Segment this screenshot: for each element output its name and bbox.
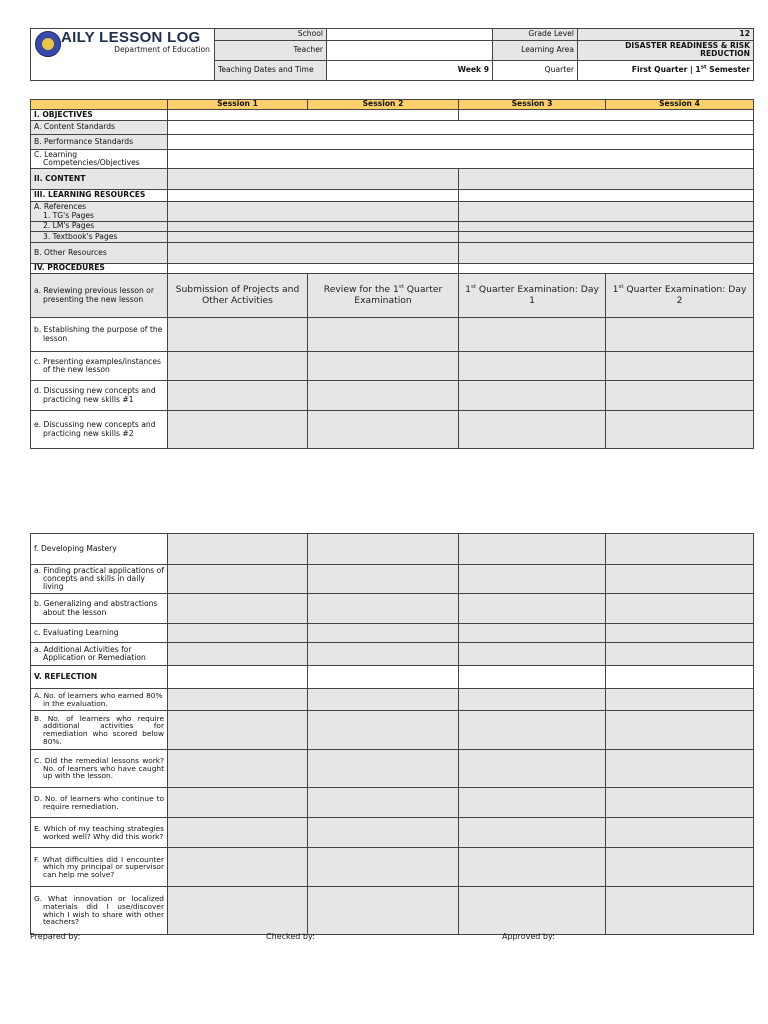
examples-cell-1[interactable] [168,352,308,381]
reflection-b-cell-4[interactable] [606,711,754,750]
reflection-g-cell-1[interactable] [168,887,308,935]
purpose-cell-1[interactable] [168,318,308,352]
area-label: Learning Area [493,40,578,60]
reflection-b-cell-2[interactable] [308,711,459,750]
mastery-cell-1[interactable] [168,534,308,565]
performance-standards-label: B. Performance Standards [31,135,168,150]
reflection-a-label: A. No. of learners who earned 80% in the evaluation. [31,689,168,711]
prepared-by-label: Prepared by: [30,932,81,941]
reflection-c-cell-3[interactable] [459,750,606,788]
reflection-e-cell-4[interactable] [606,818,754,848]
applications-cell-1[interactable] [168,565,308,594]
session-1-header: Session 1 [168,100,308,110]
content-field-b[interactable] [459,169,754,190]
reflection-b-cell-1[interactable] [168,711,308,750]
grade-value[interactable]: 12 [578,29,754,41]
additional-cell-2[interactable] [308,643,459,666]
concepts2-cell-4[interactable] [606,411,754,449]
additional-cell-4[interactable] [606,643,754,666]
lm-pages-label: 2. LM's Pages [31,222,168,232]
evaluating-cell-4[interactable] [606,624,754,643]
additional-activities-label: a. Additional Activities for Application or Remediation [31,643,168,666]
procedures-title: IV. PROCEDURES [31,264,168,274]
examples-cell-4[interactable] [606,352,754,381]
mastery-cell-4[interactable] [606,534,754,565]
reflection-d-cell-3[interactable] [459,788,606,818]
school-field[interactable] [327,29,493,41]
evaluating-learning-label: c. Evaluating Learning [31,624,168,643]
concepts2-cell-1[interactable] [168,411,308,449]
reflection-a-cell-4[interactable] [606,689,754,711]
content-title: II. CONTENT [31,169,168,190]
reflection-e-cell-2[interactable] [308,818,459,848]
area-value[interactable]: DISASTER READINESS & RISK REDUCTION [578,40,754,60]
tg-pages-field-a[interactable] [168,202,459,222]
reviewing-lesson-label: a. Reviewing previous lesson or presenting the new lesson [31,274,168,318]
lesson-table-page1 [30,99,754,449]
teacher-field[interactable] [327,40,493,60]
evaluating-cell-2[interactable] [308,624,459,643]
new-concepts-2-label: e. Discussing new concepts and practicing new skills #2 [31,411,168,449]
session-2-review-cell[interactable]: Review for the 1st Quarter Examination [308,274,459,318]
reflection-g-cell-2[interactable] [308,887,459,935]
reflection-g-cell-4[interactable] [606,887,754,935]
new-concepts-1-label: d. Discussing new concepts and practicing new skills #1 [31,381,168,411]
additional-cell-3[interactable] [459,643,606,666]
grade-label: Grade Level [493,29,578,41]
reflection-e-label: E. Which of my teaching strategies worked well? Why did this work? [31,818,168,848]
school-label: School [215,29,327,41]
resources-title: III. LEARNING RESOURCES [31,190,168,202]
performance-standards-field[interactable] [168,135,754,150]
dates-label: Teaching Dates and Time [215,60,327,80]
reflection-d-cell-2[interactable] [308,788,459,818]
checked-by-label: Checked by: [266,932,315,941]
textbook-pages-label: 3. Textbook's Pages [31,232,168,243]
department-label: Department of Education [114,45,210,54]
generalizing-cell-2[interactable] [308,594,459,624]
lm-pages-field-b[interactable] [459,222,754,232]
approved-by-label: Approved by: [502,932,555,941]
lesson-table-page2 [30,533,754,935]
session-4-header: Session 4 [606,100,754,110]
purpose-cell-2[interactable] [308,318,459,352]
brand-title: AILY LESSON LOG [61,29,201,46]
generalizing-cell-1[interactable] [168,594,308,624]
competencies-field[interactable] [168,150,754,169]
reflection-f-cell-4[interactable] [606,848,754,887]
teacher-label: Teacher [215,40,327,60]
content-standards-field[interactable] [168,121,754,135]
reflection-title: V. REFLECTION [31,666,168,689]
session-3-review-cell[interactable]: 1st Quarter Examination: Day 1 [459,274,606,318]
reflection-d-label: D. No. of learners who continue to require remediation. [31,788,168,818]
header-table [30,28,754,81]
logo-block [31,29,215,81]
mastery-cell-2[interactable] [308,534,459,565]
reflection-c-cell-4[interactable] [606,750,754,788]
textbook-pages-field-b[interactable] [459,232,754,243]
generalizing-label: b. Generalizing and abstractions about the lesson [31,594,168,624]
references-label: A. References 1. TG's Pages [31,202,168,222]
reflection-d-cell-1[interactable] [168,788,308,818]
deped-seal-icon [35,31,61,57]
applications-cell-3[interactable] [459,565,606,594]
tg-pages-field-b[interactable] [459,202,754,222]
other-resources-field-b[interactable] [459,243,754,264]
content-standards-label: A. Content Standards [31,121,168,135]
concepts2-cell-2[interactable] [308,411,459,449]
content-field-a[interactable] [168,169,459,190]
reflection-e-cell-3[interactable] [459,818,606,848]
reflection-b-label: B. No. of learners who require additional activities for remediation who scored below 80%. [31,711,168,750]
session-4-review-cell[interactable]: 1st Quarter Examination: Day 2 [606,274,754,318]
objectives-title: I. OBJECTIVES [31,110,168,121]
applications-cell-4[interactable] [606,565,754,594]
reflection-g-cell-3[interactable] [459,887,606,935]
concepts1-cell-2[interactable] [308,381,459,411]
competencies-label: C. Learning Competencies/Objectives [31,150,168,169]
examples-cell-2[interactable] [308,352,459,381]
quarter-label: Quarter [493,60,578,80]
concepts2-cell-3[interactable] [459,411,606,449]
reflection-f-cell-1[interactable] [168,848,308,887]
reflection-a-cell-3[interactable] [459,689,606,711]
session-3-header: Session 3 [459,100,606,110]
reflection-c-cell-1[interactable] [168,750,308,788]
other-resources-label: B. Other Resources [31,243,168,264]
purpose-cell-3[interactable] [459,318,606,352]
mastery-cell-3[interactable] [459,534,606,565]
purpose-cell-4[interactable] [606,318,754,352]
generalizing-cell-4[interactable] [606,594,754,624]
dates-value[interactable]: Week 9 [327,60,493,80]
generalizing-cell-3[interactable] [459,594,606,624]
reflection-a-cell-1[interactable] [168,689,308,711]
reflection-f-cell-3[interactable] [459,848,606,887]
session-1-review-cell[interactable]: Submission of Projects and Other Activities [168,274,308,318]
reflection-f-label: F. What difficulties did I encounter which my principal or supervisor can help me solve? [31,848,168,887]
quarter-value[interactable]: First Quarter | 1st Semester [578,60,754,80]
examples-cell-3[interactable] [459,352,606,381]
reflection-d-cell-4[interactable] [606,788,754,818]
reflection-a-cell-2[interactable] [308,689,459,711]
evaluating-cell-3[interactable] [459,624,606,643]
concepts1-cell-1[interactable] [168,381,308,411]
reflection-c-label: C. Did the remedial lessons work? No. of learners who have caught up with the lesson. [31,750,168,788]
textbook-pages-field-a[interactable] [168,232,459,243]
purpose-label: b. Establishing the purpose of the lesson [31,318,168,352]
additional-cell-1[interactable] [168,643,308,666]
developing-mastery-label: f. Developing Mastery [31,534,168,565]
reflection-b-cell-3[interactable] [459,711,606,750]
reflection-f-cell-2[interactable] [308,848,459,887]
other-resources-field-a[interactable] [168,243,459,264]
evaluating-cell-1[interactable] [168,624,308,643]
lm-pages-field-a[interactable] [168,222,459,232]
concepts1-cell-3[interactable] [459,381,606,411]
session-2-header: Session 2 [308,100,459,110]
reflection-g-label: G. What innovation or localized materials did I use/discover which I wish to share with other teachers? [31,887,168,935]
presenting-examples-label: c. Presenting examples/instances of the new lesson [31,352,168,381]
practical-applications-label: a. Finding practical applications of concepts and skills in daily living [31,565,168,594]
concepts1-cell-4[interactable] [606,381,754,411]
applications-cell-2[interactable] [308,565,459,594]
reflection-e-cell-1[interactable] [168,818,308,848]
reflection-c-cell-2[interactable] [308,750,459,788]
